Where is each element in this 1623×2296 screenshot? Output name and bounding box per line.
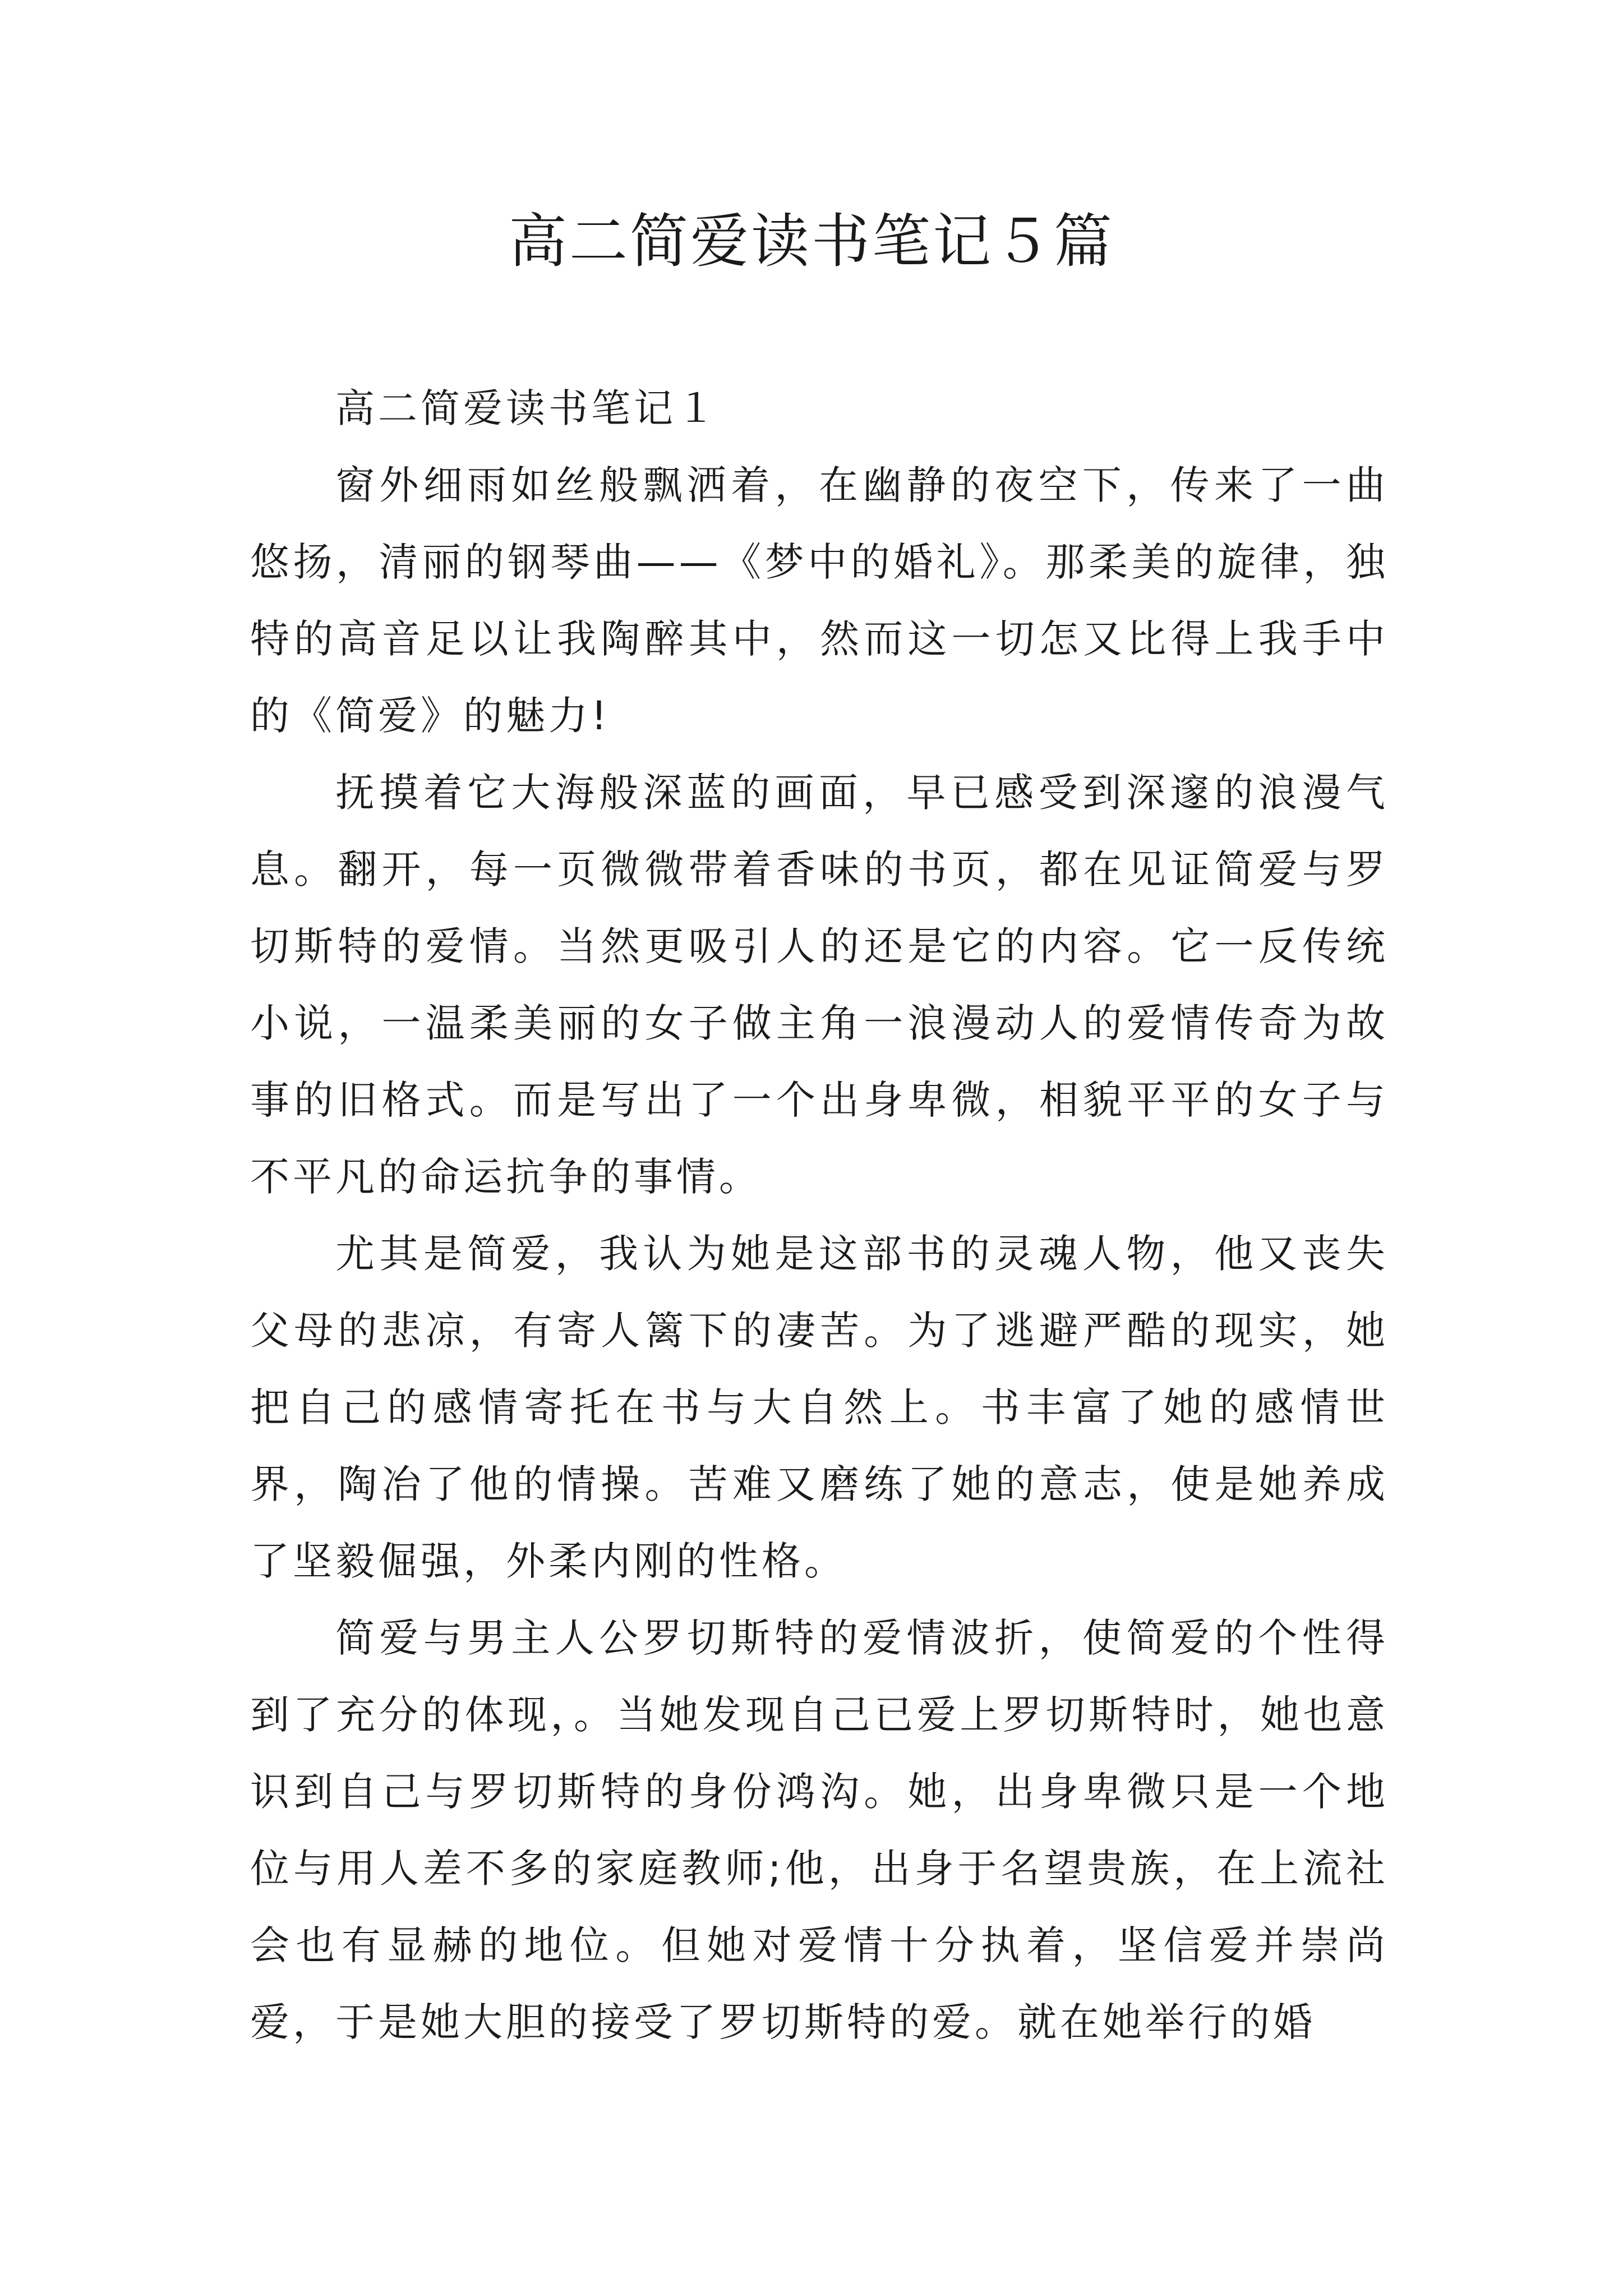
document-body [250,370,1389,2061]
document-title: 高二简爱读书笔记５篇 [508,207,1114,275]
section-heading: 高二简爱读书笔记１ [335,385,719,431]
paragraph: 抚摸着它大海般深蓝的画面，早已感受到深邃的浪漫气息。翻开，每一页微微带着香味的书页，都在见证简爱与罗切斯特的爱情。当然更吸引人的还是它的内容。它一反传统小说，一温柔美丽的女子做主角一浪漫动人的爱情传奇为故事的旧格式。而是写出了一个出身卑微，相貌平平的女子与不平凡的命运抗争的事情。 [250,770,1389,1200]
paragraph: 简爱与男主人公罗切斯特的爱情波折，使简爱的个性得到了充分的体现，。当她发现自己已爱上罗切斯特时，她也意识到自己与罗切斯特的身份鸿沟。她，出身卑微只是一个地位与用人差不多的家庭教师;他，出身于名望贵族，在上流社会也有显赫的地位。但她对爱情十分执着，坚信爱并崇尚爱，于是她大胆的接受了罗切斯特的爱。就在她举行的婚 [250,1615,1389,2045]
paragraph: 窗外细雨如丝般飘洒着，在幽静的夜空下，传来了一曲悠扬，清丽的钢琴曲——《梦中的婚礼》。那柔美的旋律，独特的高音足以让我陶醉其中，然而这一切怎又比得上我手中的《简爱》的魅力! [250,462,1389,739]
paragraph: 尤其是简爱，我认为她是这部书的灵魂人物，他又丧失父母的悲凉，有寄人篱下的凄苦。为了逃避严酷的现实，她把自己的感情寄托在书与大自然上。书丰富了她的感情世界，陶冶了他的情操。苦难又磨练了她的意志，使是她养成了坚毅倔强，外柔内刚的性格。 [250,1231,1389,1584]
